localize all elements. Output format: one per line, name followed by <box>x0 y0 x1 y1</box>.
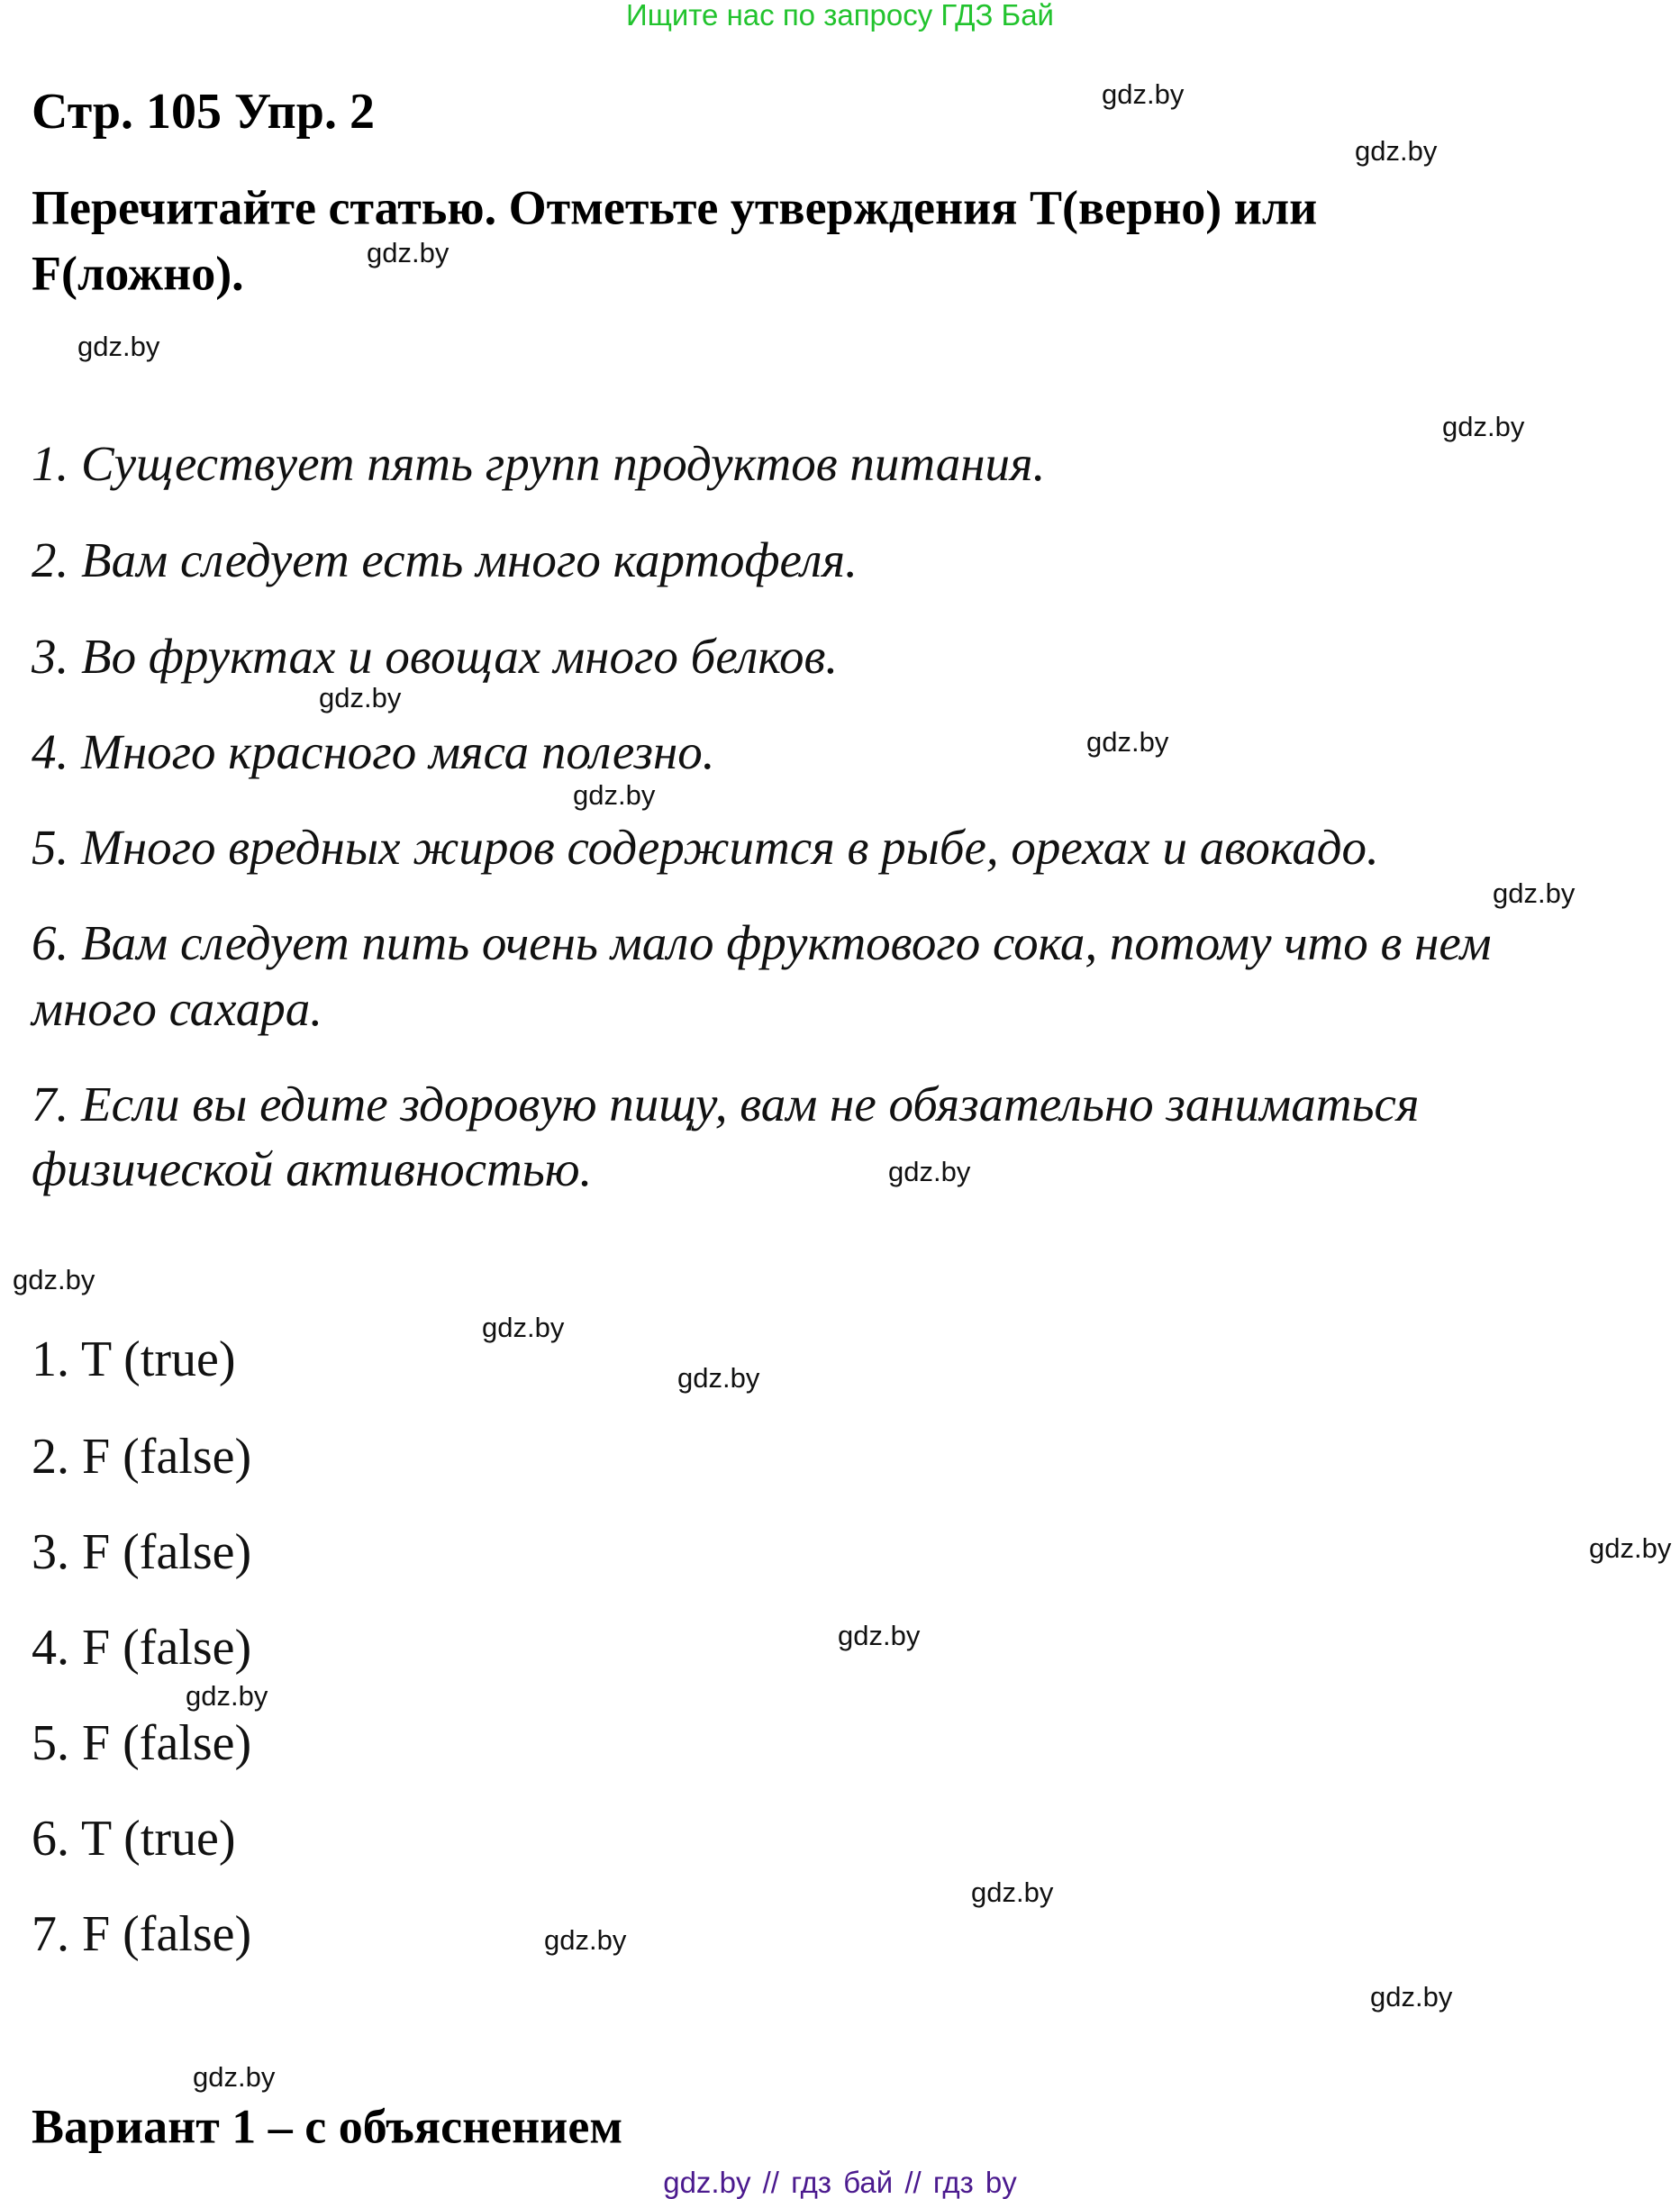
answer: 1. T (true) <box>32 1331 236 1388</box>
statement: 2. Вам следует есть много картофеля. <box>32 532 858 587</box>
answer: 5. F (false) <box>32 1715 252 1772</box>
answer: 7. F (false) <box>32 1906 252 1963</box>
statement: 1. Существует пять групп продуктов питания. <box>32 435 1046 491</box>
watermark: gdz.by <box>319 681 402 713</box>
watermark: gdz.by <box>1370 1980 1453 2013</box>
statement-continued: физической активностью. <box>32 1140 593 1196</box>
watermark: gdz.by <box>888 1155 971 1187</box>
watermark: gdz.by <box>1442 410 1525 442</box>
answer: 6. T (true) <box>32 1811 236 1867</box>
answer: 4. F (false) <box>32 1620 252 1677</box>
watermark: gdz.by <box>186 1679 268 1712</box>
watermark: gdz.by <box>77 330 160 362</box>
instruction-line-1: Перечитайте статью. Отметьте утверждения T(верно) или <box>32 180 1318 235</box>
statement: 3. Во фруктах и овощах много белков. <box>32 628 839 684</box>
watermark: gdz.by <box>367 236 450 268</box>
answer: 2. F (false) <box>32 1429 252 1486</box>
statement: 6. Вам следует пить очень мало фруктового сока, потому что в нем <box>32 914 1492 970</box>
watermark: gdz.by <box>1493 877 1576 909</box>
instruction-line-2: F(ложно). <box>32 246 244 301</box>
statement: 5. Много вредных жиров содержится в рыбе, орехах и авокадо. <box>32 819 1379 875</box>
watermark: gdz.by <box>838 1619 921 1651</box>
watermark: gdz.by <box>482 1311 565 1343</box>
watermark: gdz.by <box>573 778 656 811</box>
footer-links[interactable]: gdz.by // гдз бай // гдз by <box>663 2165 1017 2199</box>
watermark: gdz.by <box>677 1361 760 1394</box>
search-banner[interactable]: Ищите нас по запросу ГДЗ Бай <box>626 0 1054 32</box>
watermark: gdz.by <box>1102 77 1185 110</box>
statement: 4. Много красного мяса полезно. <box>32 723 715 779</box>
watermark: gdz.by <box>1589 1531 1672 1564</box>
watermark: gdz.by <box>544 1923 627 1956</box>
statement-continued: много сахара. <box>32 980 323 1036</box>
answer: 3. F (false) <box>32 1524 252 1581</box>
watermark: gdz.by <box>971 1876 1054 1908</box>
watermark: gdz.by <box>193 2060 276 2093</box>
page-title: Стр. 105 Упр. 2 <box>32 84 375 141</box>
statement: 7. Если вы едите здоровую пищу, вам не обязательно заниматься <box>32 1076 1420 1131</box>
watermark: gdz.by <box>13 1263 95 1295</box>
variant-heading: Вариант 1 – с объяснением <box>32 2099 623 2154</box>
watermark: gdz.by <box>1355 134 1438 167</box>
watermark: gdz.by <box>1086 725 1169 758</box>
